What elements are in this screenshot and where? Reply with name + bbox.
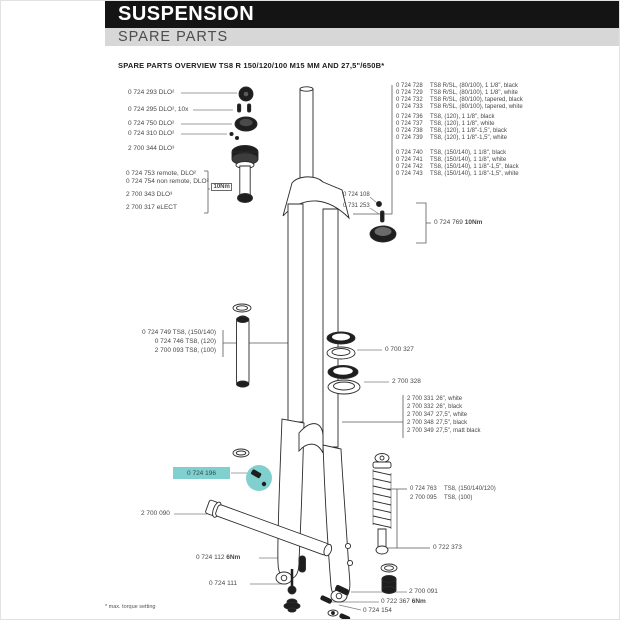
part-label: 2 700 090 xyxy=(141,510,170,517)
header-title: SUSPENSION xyxy=(118,3,255,25)
torque-badge: 10Nm xyxy=(211,184,232,191)
part-label: 0 724 293 DLO² xyxy=(128,89,175,96)
part-label: 0 724 108 xyxy=(343,192,370,198)
part-row: 2 700 348 27,5", black xyxy=(407,420,468,426)
part-label: 2 700 317 eLECT xyxy=(126,204,177,211)
top-cap-parts xyxy=(230,87,257,140)
part-label: 0 700 327 xyxy=(385,346,414,353)
lowers-casting xyxy=(276,419,353,602)
overview-title: SPARE PARTS OVERVIEW TS8 R 150/120/100 M15 MM AND 27,5"/650B* xyxy=(118,61,385,70)
damper-cartridge xyxy=(232,146,258,203)
part-label: 0 724 111 xyxy=(209,580,237,587)
steerer-tube xyxy=(300,87,313,189)
part-row: 0 724 741 TS8, (150/140), 1 1/8", white xyxy=(396,157,507,163)
header-subtitle: SPARE PARTS xyxy=(118,29,229,45)
part-row: 0 724 738 TS8, (120), 1 1/8"-1,5", black xyxy=(396,128,507,134)
coil-spring-unit xyxy=(373,454,391,555)
part-label: 0 724 310 DLO² xyxy=(128,130,175,137)
part-row: 2 700 095 TS8, (100) xyxy=(410,495,473,501)
fork-exploded-diagram xyxy=(1,1,619,619)
part-row: 0 724 732 TS8 R/SL, (80/100), tapered, black xyxy=(396,97,523,103)
part-row: 0 724 737 TS8, (120), 1 1/8", white xyxy=(396,121,495,127)
part-row: 0 724 733 TS8 R/SL, (80/100), tapered, white xyxy=(396,104,523,110)
part-label: 2 700 344 DLO³ xyxy=(128,145,175,152)
part-label-torque: 0 724 112 6Nm xyxy=(196,554,241,561)
part-label: 0 724 753 remote, DLO² xyxy=(126,170,197,177)
part-label: 0 724 154 xyxy=(363,607,392,614)
part-label: 0 722 373 xyxy=(433,544,462,551)
part-row: 0 724 743 TS8, (150/140), 1 1/8"-1,5", white xyxy=(396,171,519,177)
part-label: 0 724 754 non remote, DLO² xyxy=(126,178,209,185)
part-label: 2 700 093 TS8, (100) xyxy=(154,347,216,354)
part-row: 2 700 349 27,5", matt black xyxy=(407,428,481,434)
part-label-torque: 0 724 769 10Nm xyxy=(434,219,483,226)
rebound-adjuster xyxy=(381,564,397,594)
part-label: 2 700 328 xyxy=(392,378,421,385)
part-row: 0 724 740 TS8, (150/140), 1 1/8", black xyxy=(396,150,507,156)
part-label: 0 724 750 DLO² xyxy=(128,120,175,127)
part-label: 2 700 091 xyxy=(409,588,438,595)
stanchions xyxy=(288,204,338,447)
part-row: 0 724 739 TS8, (120), 1 1/8"-1,5", white xyxy=(396,135,507,141)
footnote: * max. torque setting xyxy=(105,604,156,610)
part-row: 0 724 736 TS8, (120), 1 1/8", black xyxy=(396,114,495,120)
part-row: 2 700 331 26", white xyxy=(407,396,463,402)
air-shaft xyxy=(233,304,251,457)
part-row: 2 700 332 26", black xyxy=(407,404,463,410)
part-row: 2 700 347 27,5", white xyxy=(407,412,468,418)
part-row: 0 724 763 TS8, (150/140/120) xyxy=(410,486,496,492)
part-label: 0 724 746 TS8, (120) xyxy=(154,338,216,345)
part-label: 0 731 253 xyxy=(343,203,370,209)
part-label: 2 700 343 DLO³ xyxy=(126,191,173,198)
highlighted-part xyxy=(246,465,272,491)
thru-axle xyxy=(205,499,334,559)
part-label: 0 724 295 DLO², 10x xyxy=(128,106,189,113)
highlighted-part-label: 0 724 196 xyxy=(173,467,230,479)
part-row: 0 724 742 TS8, (150/140), 1 1/8"-1,5", black xyxy=(396,164,519,170)
part-label: 0 724 749 TS8, (150/140) xyxy=(142,329,216,336)
part-row: 0 724 729 TS8 R/SL, (80/100), 1 1/8", white xyxy=(396,90,518,96)
part-label-torque: 0 722 367 6Nm xyxy=(381,598,426,605)
part-row: 0 724 728 TS8 R/SL, (80/100), 1 1/8", black xyxy=(396,83,518,89)
